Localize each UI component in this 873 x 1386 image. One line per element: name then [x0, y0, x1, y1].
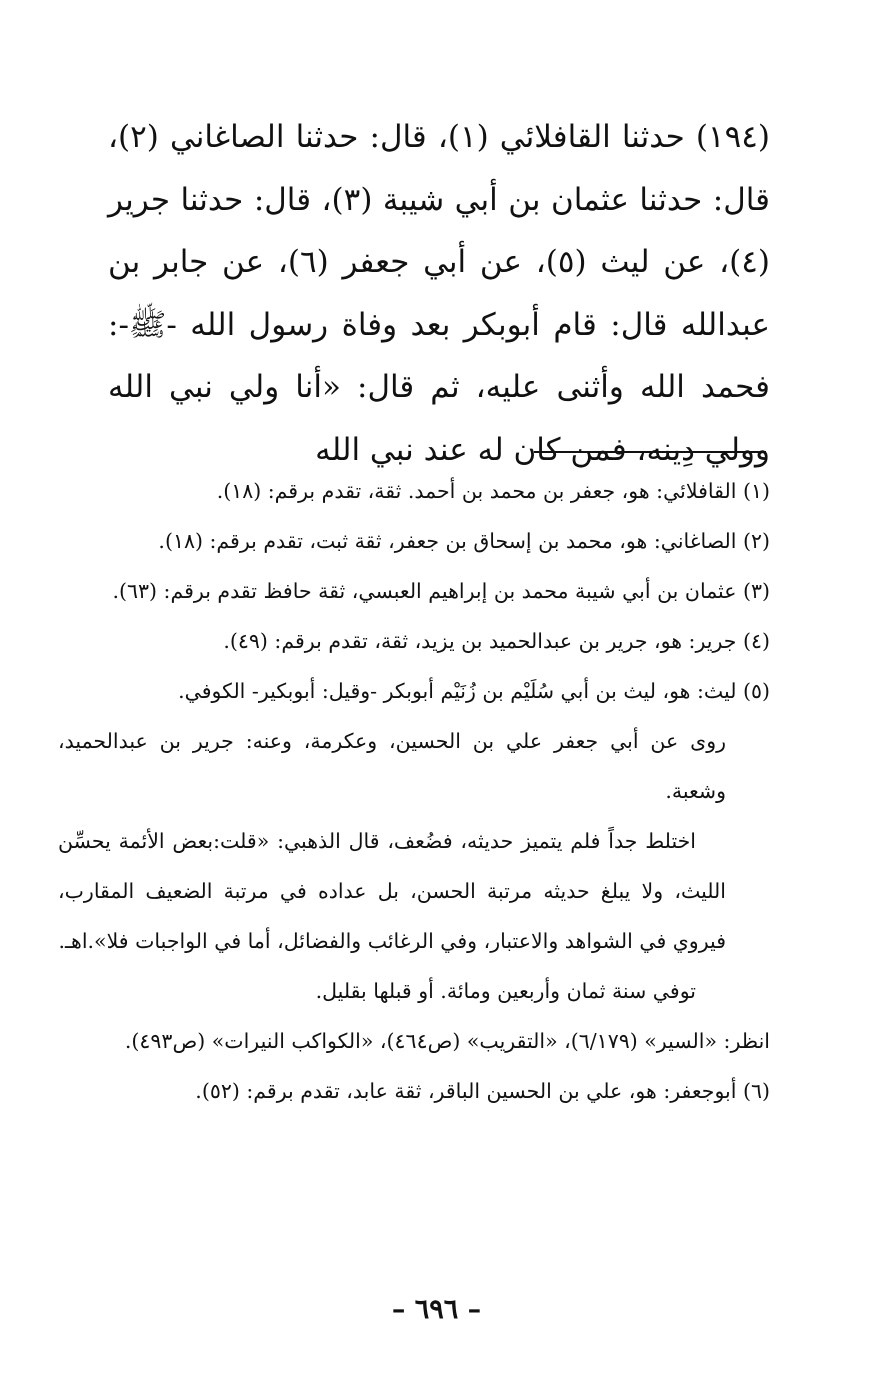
footnote-5: (٥) ليث: هو، ليث بن أبي سُلَيْم بن زُنَيْم أبوبكر -وقيل: أبوبكير- الكوفي. — [178, 679, 770, 703]
footnote-6: (٦) أبوجعفر: هو، علي بن الحسين الباقر، ثقة عابد، تقدم برقم: (٥٢). — [195, 1079, 770, 1103]
main-text — [108, 106, 770, 481]
footnotes — [58, 466, 770, 1116]
hadith-paragraph: (١٩٤) حدثنا القافلائي (١)، قال: حدثنا الصاغاني (٢)، قال: حدثنا عثمان بن أبي شيبة (٣)، قال: حدثنا جرير (٤)، عن ليث (٥)، عن أبي جعفر (٦)، عن جابر بن عبدالله قال: قام أبوبكر بعد وفاة رسول الله -ﷺ-: فحمد الله وأثنى عليه، ثم قال: «أنا ولي نبي الله وولي دِينه، فمن كان له عند نبي الله — [108, 119, 770, 468]
footnote-1: (١) القافلائي: هو، جعفر بن محمد بن أحمد. ثقة، تقدم برقم: (١٨). — [216, 479, 770, 503]
footnote-5-narrators: روى عن أبي جعفر علي بن الحسين، وعكرمة، وعنه: جرير بن عبدالحميد، وشعبة. — [58, 729, 726, 803]
footnote-2: (٢) الصاغاني: هو، محمد بن إسحاق بن جعفر، ثقة ثبت، تقدم برقم: (١٨). — [158, 529, 770, 553]
footnote-separator — [534, 451, 766, 453]
footnote-4: (٤) جرير: هو، جرير بن عبدالحميد بن يزيد، ثقة، تقدم برقم: (٤٩). — [223, 629, 770, 653]
page-number: – ٦٩٦ – — [391, 1294, 482, 1325]
footnote-5-grading: اختلط جداً فلم يتميز حديثه، فضُعف، قال الذهبي: «قلت:بعض الأئمة يحسِّن الليث، ولا يبلغ حديثه مرتبة الحسن، بل عداده في مرتبة الضعيف المقارب، فيروي في الشواهد والاعتبار، وفي الرغائب والفضائل، أما في الواجبات فلا».اهـ. — [58, 829, 726, 953]
footnote-5-death: توفي سنة ثمان وأربعين ومائة. أو قبلها بقليل. — [315, 979, 696, 1003]
footnote-3: (٣) عثمان بن أبي شيبة محمد بن إبراهيم العبسي، ثقة حافظ تقدم برقم: (٦٣). — [112, 579, 770, 603]
footnote-5-references: انظر: «السير» (٦/١٧٩)، «التقريب» (ص٤٦٤)، «الكواكب النيرات» (ص٤٩٣). — [124, 1029, 770, 1053]
